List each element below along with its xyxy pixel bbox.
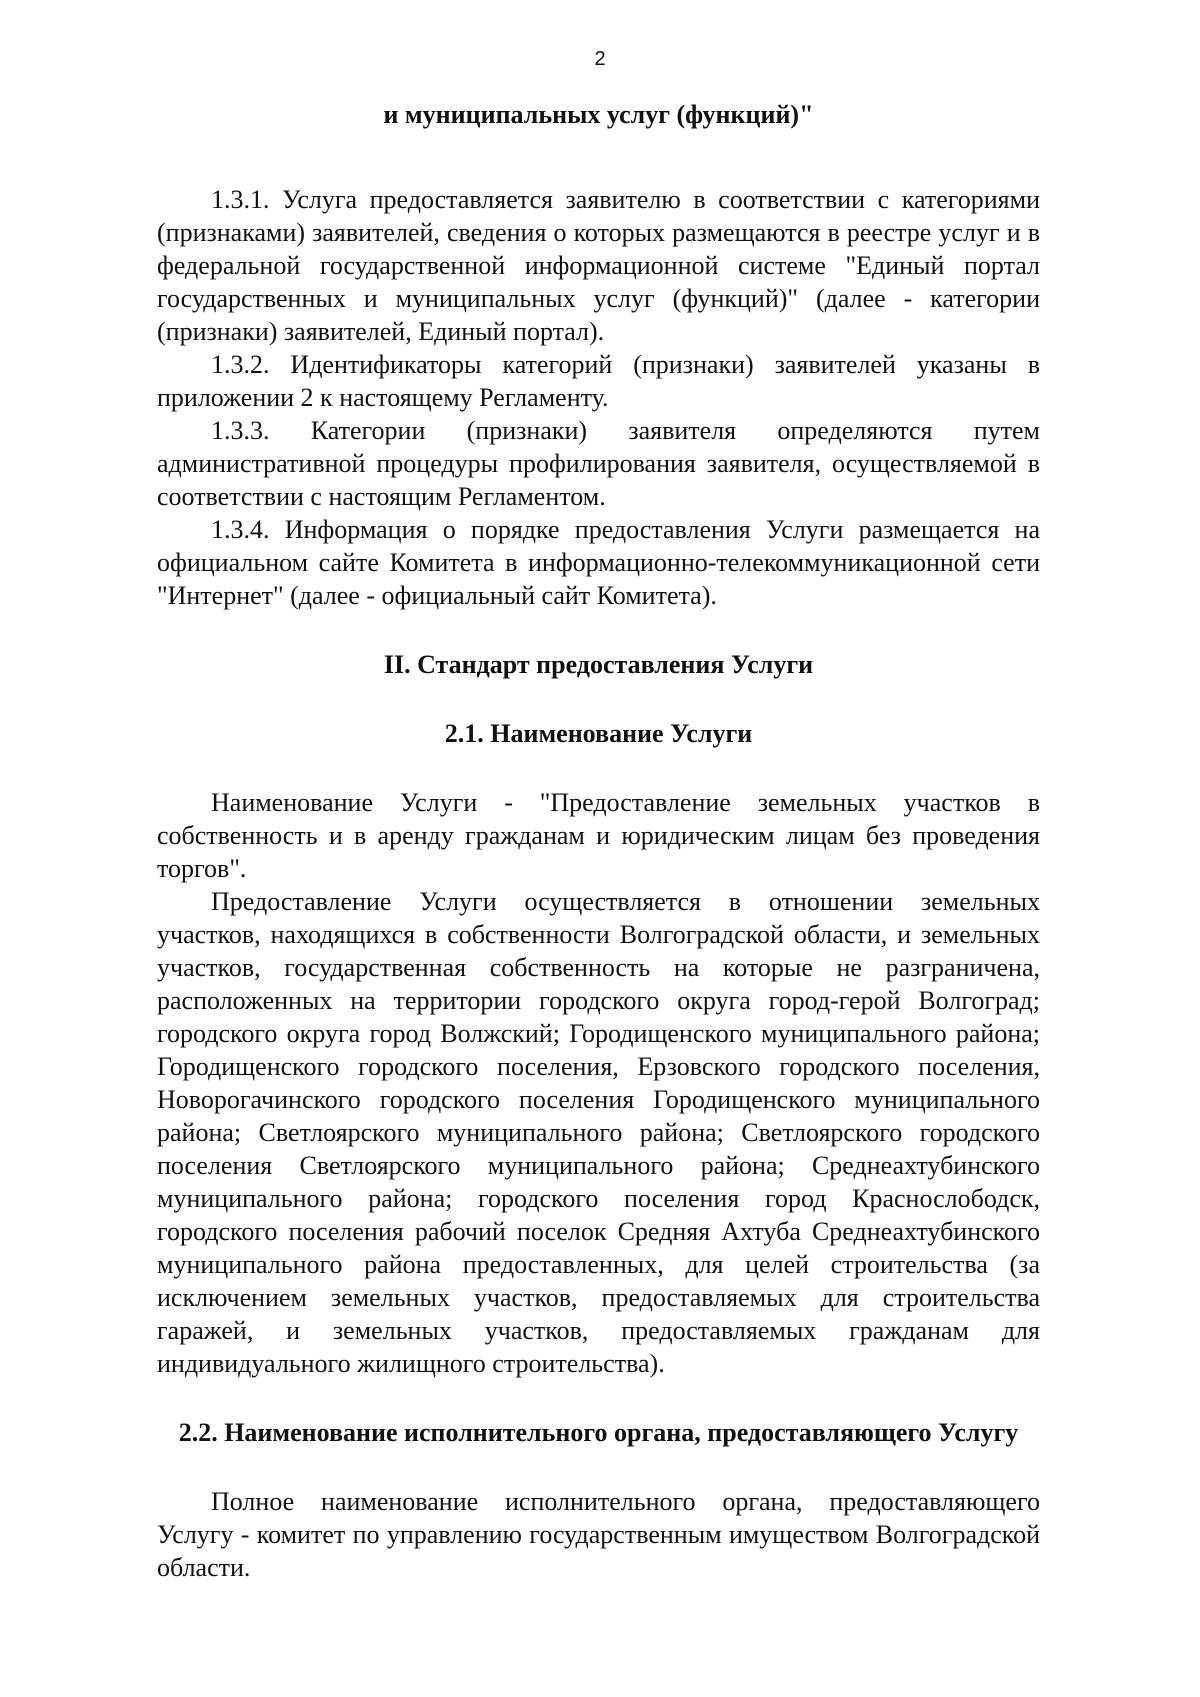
subsection-2-2-heading: 2.2. Наименование исполнительного органа, предоставляющего Услугу xyxy=(178,1418,1019,1447)
subsection-2-1-heading: 2.1. Наименование Услуги xyxy=(444,719,753,748)
document-body xyxy=(157,98,1040,1584)
paragraph-1-3-2: 1.3.2. Идентификаторы категорий (признаки) заявителей указаны в приложении 2 к настоящему Регламенту. xyxy=(157,350,1040,412)
paragraph-1-3-3: 1.3.3. Категории (признаки) заявителя определяются путем административной процедуры профилирования заявителя, осуществляемой в соответствии с настоящим Регламентом. xyxy=(157,416,1040,511)
section-2-heading: II. Стандарт предоставления Услуги xyxy=(383,650,814,679)
paragraph-1-3-1: 1.3.1. Услуга предоставляется заявителю в соответствии с категориями (признаками) заявителей, сведения о которых размещаются в реестре услуг и в федеральной государственной информационной системе "Единый портал государственных и муниципальных услуг (функций)" (далее - категории (признаки) заявителей, Единый портал). xyxy=(157,185,1040,346)
page-number: 2 xyxy=(594,48,606,70)
title-continuation: и муниципальных услуг (функций)" xyxy=(383,100,814,129)
paragraph-service-name: Наименование Услуги - "Предоставление земельных участков в собственность и в аренду гражданам и юридическим лицам без проведения торгов". xyxy=(157,788,1040,883)
paragraph-executive-body: Полное наименование исполнительного органа, предоставляющего Услугу - комитет по управлению государственным имуществом Волгоградской области. xyxy=(157,1487,1040,1582)
paragraph-service-scope: Предоставление Услуги осуществляется в отношении земельных участков, находящихся в собственности Волгоградской области, и земельных участков, государственная собственность на которые не разграничена, расположенных на территории городского округа город-герой Волгоград; городского округа город Волжский; Городищенского муниципального района; Городищенского городского поселения, Ерзовского городского поселения, Новорогачинского городского поселения Городищенского муниципального района; Светлоярского муниципального района; Светлоярского городского поселения Светлоярского муниципального района; Среднеахтубинского муниципального района; городского поселения город Краснослободск, городского поселения рабочий поселок Средняя Ахтуба Среднеахтубинского муниципального района предоставленных, для целей строительства (за исключением земельных участков, предоставляемых для строительства гаражей, и земельных участков, предоставляемых гражданам для индивидуального жилищного строительства). xyxy=(157,887,1040,1378)
paragraph-1-3-4: 1.3.4. Информация о порядке предоставления Услуги размещается на официальном сайте Комитета в информационно-телекоммуникационной сети "Интернет" (далее - официальный сайт Комитета). xyxy=(157,515,1040,610)
